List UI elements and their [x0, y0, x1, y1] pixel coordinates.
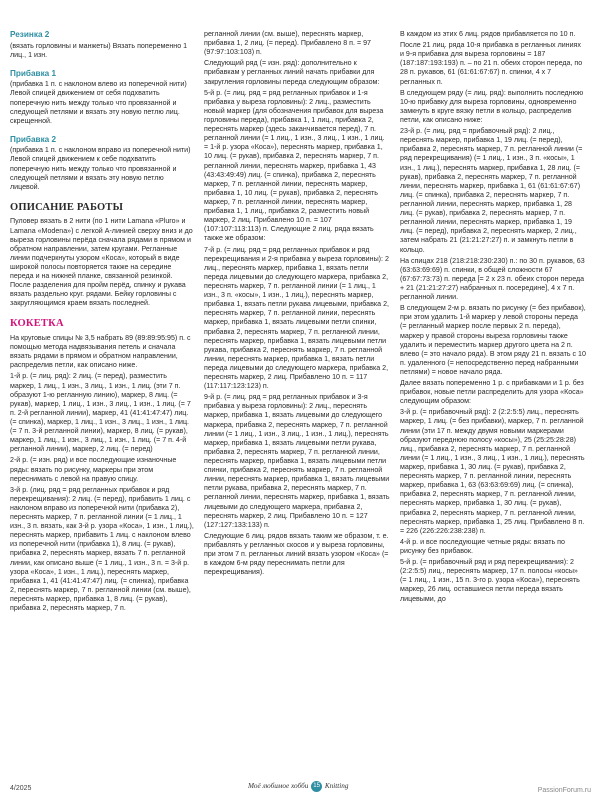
- paragraph: После 21 лиц. ряда 10-я прибавка в регланных линиях и 9-я прибавка для выреза горловины = 187 (187:187:193:193) п. – по 21 п. обеих сторон переда, по 28 п. рукавов, 61 (61:61:67:67) п. спинки, 4 х 7 регланных п.: [400, 41, 583, 86]
- paragraph: Следующие 6 лиц. рядов вязать таким же образом, т. е. прибавлять у регланных скосов и у выреза горловины, при этом 7 п. регланных линий вязать узором «Коса» (= в каждом 6-м ряду переснимать петли для перекрещивания).: [204, 531, 389, 577]
- paragraph: 9-й р. (= лиц. ряд = ряд регланных прибавок и 3-я прибавка у выреза горловины): 2 лиц., переснять маркер, прибавка 1, вязать лицевыми до следующего маркера, прибавка 2, переснять маркер, 7 п. регланной линии (= 1 лиц., 1 изн., 3 лиц., 1 изн., 1 лиц.), переснять маркер, прибавка 1, вязать лицевыми петли рукава, прибавка 2, переснять маркер, 7 п. регланной линии, переснять маркер, прибавка 1, вязать лицевыми петли спинки, прибавка 2, переснять маркер, 7 п. регланной линии, переснять маркер, прибавка 1, вязать лицевыми петли рукава, прибавка 2, переснять маркер, 7 п. регланной линии, переснять маркер, прибавка 1, вязать лицевыми до следующего маркера, прибавка 2, переснять маркер, 2 лиц. Прибавлено 10 п. = 127 (127:127:133:133) п.: [204, 393, 390, 529]
- issue-number: 4/2025: [10, 785, 32, 792]
- section-body: (прибавка 1 п. с наклоном влево из поперечной нити) Левой спицей движением от себя подхватить поперечную нить между только что провязанной и следующей петлями и вязать эту новую петлю лиц. скрещенной.: [10, 80, 187, 125]
- magazine-footer: [248, 781, 348, 792]
- paragraph: 3-й р. (= прибавочный ряд): 2 (2:2:5:5) лиц., переснять маркер, 1 лиц. (= без прибавки), маркер, 7 п. регланной линии (эти 17 п. между двумя новыми маркерами образуют переднюю полосу «косы»), 25 (25:25:28:28) лиц., прибавка 2, переснять маркер, 7 п. регланной линии (= 1 лиц., 1 изн., 3 лиц., 1 изн., 1 лиц.), переснять маркер, прибавка 1, 30 лиц. (= рукав), прибавка 2, переснять маркер, 7 п. регланной линии, переснять маркер, прибавка 1, 63 (63:63:69:69) лиц. (= спинка), прибавка 2, переснять маркер, 7 п. регланной линии, переснять маркер, прибавка 1, 30 лиц. (= рукав), прибавка 2, переснять маркер, 7 п. регланной линии, переснять маркер, прибавка 1, 25 лиц. Прибавлено 8 п. = 226 (226:226:238:238) п.: [400, 408, 585, 535]
- paragraph: 23-й р. (= лиц. ряд = прибавочный ряд): 2 лиц., переснять маркер, прибавка 1, 19 лиц. (= перед), прибавка 2, переснять маркер, 7 п. регланной линии (= ряд перекрещивания) (= 1 лиц., 1 изн., 3 п. «косы», 1 изн., 1 лиц.), переснять маркер, прибавка 1, 28 лиц. (= рукав), прибавка 2, переснять маркер, 7 п. регланной линии, переснять маркер, прибавка 1, 61 (61:61:67:67) лиц. (= спинка), прибавка 2, переснять маркер, 7 п. регланной линии, переснять маркер, прибавка 1, 28 лиц. (= рукав), прибавка 2, переснять маркер, 7 п. регланной линии, переснять маркер, прибавка 1, 19 лиц. (= перед), прибавка 2, переснять маркер, 2 лиц., затем набрать 21 (21:21:27:27) п. и замкнуть петли в кольцо.: [400, 127, 583, 254]
- section-increase-2: [10, 135, 194, 192]
- paragraph: регланной линии (см. выше), переснять маркер, прибавка 1, 2 лиц. (= перед). Прибавлено 8 п. = 97 (97:97:103:103) п.: [204, 30, 371, 57]
- paragraph: 4-й р. и все последующие четные ряды: вязать по рисунку без прибавок.: [400, 537, 565, 556]
- paragraph: 7-й р. (= лиц. ряд = ряд регланных прибавок и ряд перекрещивания и 2-я прибавка у выреза горловины): 2 лиц., переснять маркер, прибавка 1, вязать петли переда лицевыми до следующего маркера, прибавка 2, переснять маркер, 7 п. регланной линии (= 1 лиц., 1 изн., 3 п. «косы», 1 изн., 1 лиц.), переснять маркер, прибавка 1, вязать петли рукава лицевыми, прибавка 2, переснять маркер, 7 п. регланной линии, переснять маркер, прибавка 1, вязать лицевыми петли спинки, прибавка 2, переснять маркер, 7 п. регланной линии, переснять маркер, прибавка 1, вязать лицевыми петли рукава, прибавка 2, переснять маркер, 7 п. регланной линии, переснять маркер, прибавка 1, вязать петли переда лицевыми до следующего маркера, прибавка 2, переснять маркер, 2 лиц. Прибавлено 10 п. = 117 (117:117:123:123) п.: [204, 245, 389, 391]
- paragraph: 5-й р. (= лиц. ряд = ряд регланных прибавок и 1-я прибавка у выреза горловины): 2 лиц., разместить новый маркер (для обозначения прибавок для выреза горловины переда), прибавка 1, 1 лиц., прибавка 2, переснять маркер (здесь заканчивается перед), 7 п. регланной линии (= 1 лиц., 1 изн., 3 лиц., 1 изн., 1 лиц. = 1-й р. узора «Коса»), переснять маркер, прибавка 1, 10 лиц. (= рукав), прибавка 2, переснять маркер, 7 п. регланной линии, переснять маркер, прибавка 1, 43 (43:43:49:49) лиц. (= спинка), прибавка 2, переснять маркер, 7 п. регланной линии, переснять маркер, прибавка 1, 10 лиц. (= рукав), прибавка 2, переснять маркер, 7 п. регланной линии, переснять маркер, прибавка 1, 1 лиц., прибавка 2, разместить новый маркер, 2 лиц. Прибавлено 10 п. = 107 (107:107:113:113) п. Следующие 2 лиц. ряда вязать также же образом:: [204, 88, 385, 243]
- heading-yoke: КОКЕТКА: [10, 318, 64, 330]
- paragraph: На спицах 218 (218:218:230:230) п.: по 30 п. рукавов, 63 (63:63:69:69) п. спинки, в общей сложности 67 (67:67:73:73) п. переда [= 2 x 23 п. обеих сторон переда + 21 (21:21:27:27) набранных п. посередине], 4 x 7 п. регланной линии.: [400, 256, 585, 302]
- section-body: (вязать горловины и манжеты) Вязать попеременно 1 лиц., 1 изн.: [10, 41, 188, 59]
- section-body: (прибавка 1 п. с наклоном вправо из поперечной нити) Левой спицей движением к себе подхватить поперечную нить между только что провязанной и следующей петлями и вязать эту новую петлю лицевой.: [10, 146, 191, 191]
- watermark-text: PassionForum.ru: [537, 787, 591, 794]
- heading-work-description: ОПИСАНИЕ РАБОТЫ: [10, 201, 124, 213]
- paragraph: 1-й р. (= лиц. ряд): 2 лиц. (= перед), разместить маркер, 1 лиц., 1 изн., 3 лиц., 1 изн., 1 лиц. (эти 7 п. образуют 1-ю регланную линию), маркер, 8 лиц. (= рукав), маркер, 1 лиц., 1 изн., 3 лиц., 1 изн., 1 лиц. (= 7 п. 2-й регланной линии), маркер, 41 (41:41:47:47) лиц. (= спинка), маркер, 1 лиц., 1 изн., 3 лиц., 1 изн., 1 лиц. (= 7 п. 3-й регланной линии), маркер, 8 лиц. (= рукав), маркер, 1 лиц., 1 изн., 3 лиц., 1 изн., 1 лиц. (= 7 п. 4-й регланной линии), маркер, 2 лиц. (= перед): [10, 372, 191, 454]
- paragraph: В следующем ряду (= лиц. ряд): выполнить последнюю 10-ю прибавку для выреза горловины, одновременно замкнуть в круге вязку петли в кольцо, распределив петли, как описано ниже:: [400, 88, 584, 124]
- section-work-description: [10, 201, 194, 309]
- section-increase-1: [10, 69, 194, 126]
- paragraph: Следующий ряд (= изн. ряд): дополнительно к прибавкам у регланных линий начать прибавки для закругления горловины переда следующим образом:: [204, 59, 380, 86]
- section-title: Прибавка 2: [10, 134, 57, 144]
- magazine-title: Моё любимое хобби: [248, 782, 309, 791]
- section-rib-2: [10, 30, 194, 60]
- paragraph: В следующем 2-м р. вязать по рисунку (= без прибавок), при этом удалить 1-й маркер у левой стороны переда (= регланный маркер после первых 2 п. переда), маркер у правой стороны выреза горловины также удалить и переместить маркер другого цвета на 2 п. влево (= это начало ряда). В этом ряду 21 п. вязать с 10 п. удаленного (= непосредственно перед набранными петлями) = новое начало ряда.: [400, 304, 586, 376]
- section-title: Прибавка 1: [10, 68, 57, 78]
- paragraph: Далее вязать попеременно 1 р. с прибавками и 1 р. без прибавок, новые петли распределить для узора «Коса» следующим образом:: [400, 379, 584, 406]
- magazine-section: Knitting: [324, 782, 349, 791]
- section-body: Пуловер вязать в 2 нити (по 1 нити Lamana «Pluro» и Lamana «Modena») с легкой А-линией сверху вниз и до выреза горловины перёда сначала рядами в прямом и обратном направлении, затем кругами. Регланные линии подчеркнуты узором «Коса», который в виде широкой полосы повторяется также на середине переда и на нижней планке, связанной резинкой. После разделения для пройм перёд, спинку и рукава вязать раздельно круг. рядами. Бейку горловины с закругляющимся краем вязать последней.: [10, 217, 193, 308]
- paragraph: В каждом из этих 6 лиц. рядов прибавляется по 10 п.: [400, 30, 576, 38]
- column-right: [400, 30, 586, 606]
- section-yoke: [10, 317, 194, 613]
- section-title: Резинка 2: [10, 30, 50, 39]
- paragraph: 2-й р. (= изн. ряд) и все последующие изнаночные ряды: вязать по рисунку, маркеры при этом переснимать с левой на правую спицу.: [10, 456, 177, 483]
- column-left: [10, 30, 194, 622]
- paragraph: 5-й р. (= прибавочный ряд и ряд перекрещивания): 2 (2:2:5:5) лиц., переснять маркер, 17 п. полосы «косы» (= 1 лиц., 1 изн., 15 п. 3-го р. узора «Коса»), переснять маркер, 26 лиц. оставшиеся петли переда вязать лицевыми, до: [400, 558, 580, 603]
- paragraph: 3-й р. (лиц. ряд = ряд регланных прибавок и ряд перекрещивания): 2 лиц. (= перед), прибавить 1 лиц. с наклоном вправо из поперечной нити (прибавка 2), переснять маркер, 7 п. регланной линии (= 1 лиц., 1 изн., 3 п. вязать, как 3-й р. узора «Коса», 1 изн., 1 лиц.), переснять маркер, прибавить 1 лиц. с наклоном влево из поперечной нити (прибавка 1), 8 лиц. (= рукав), прибавка 2, переснять маркер, вязать 7 п. регланной линии, как описано выше (= 1 лиц., 1 изн., 3 п. = 3-й р. узора «Коса», 1 изн., 1 лиц.), переснять маркер, прибавка 1, 41 (41:41:47:47) лиц. (= спинка), прибавка 2, переснять маркер, 7 п. регланной линии (см. выше), переснять маркер, прибавка 1, 8 лиц. (= рукав), прибавка 2, переснять маркер, 7 п.: [10, 485, 194, 613]
- page-number: 15: [311, 781, 322, 792]
- paragraph: На круговые спицы № 3,5 набрать 89 (89:89:95:95) п. с помощью метода надвязывания петель и сначала вязать рядами в прямом и обратном направлении, распределив петли, как описано ниже.: [10, 333, 191, 370]
- column-middle: [204, 30, 390, 579]
